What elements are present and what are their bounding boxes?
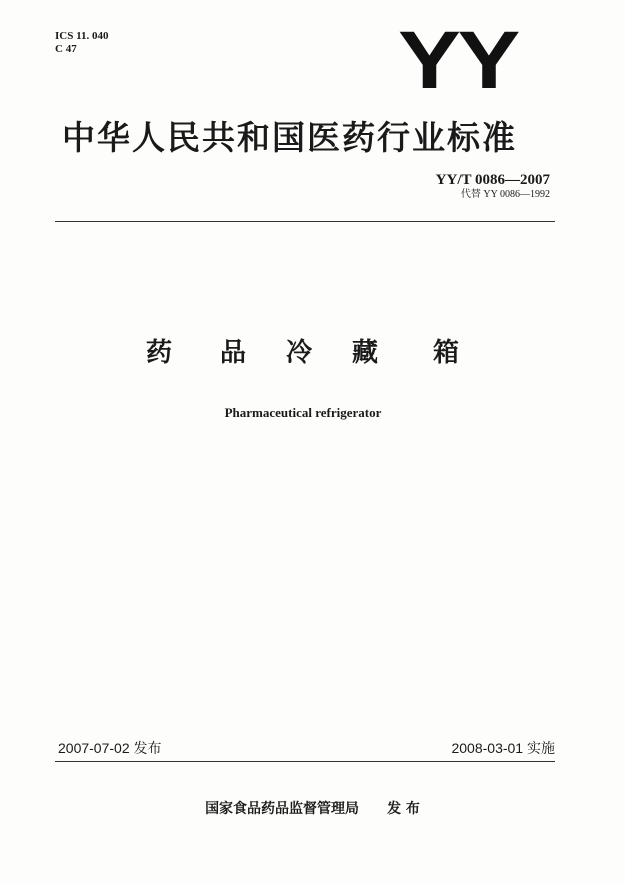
title-char: 品 — [220, 338, 247, 368]
ccs-code: C 47 — [55, 43, 77, 55]
publisher-action: 发 布 — [387, 801, 420, 817]
publisher-name: 国家食品药品监督管理局 — [205, 801, 360, 817]
bottom-divider — [55, 761, 555, 762]
publisher-line — [0, 800, 625, 818]
standard-replaces: 代替 YY 0086—1992 — [460, 189, 550, 200]
title-char: 药 — [146, 338, 173, 368]
implementation-date: 2008-03-01 实施 — [451, 740, 555, 756]
ics-code: ICS 11. 040 — [55, 30, 109, 42]
issue-date: 2007-07-02 发布 — [58, 740, 162, 756]
english-title: Pharmaceutical refrigerator — [224, 405, 382, 420]
standard-code: YY/T 0086—2007 — [435, 172, 550, 188]
title-char: 冷 — [286, 338, 313, 368]
header-title: 中华人民共和国医药行业标准 — [62, 118, 517, 157]
yy-logo: YY — [398, 15, 517, 106]
top-divider — [55, 221, 555, 222]
title-char: 藏 — [352, 338, 379, 368]
classification-block — [55, 30, 109, 56]
title-char: 箱 — [433, 338, 460, 368]
